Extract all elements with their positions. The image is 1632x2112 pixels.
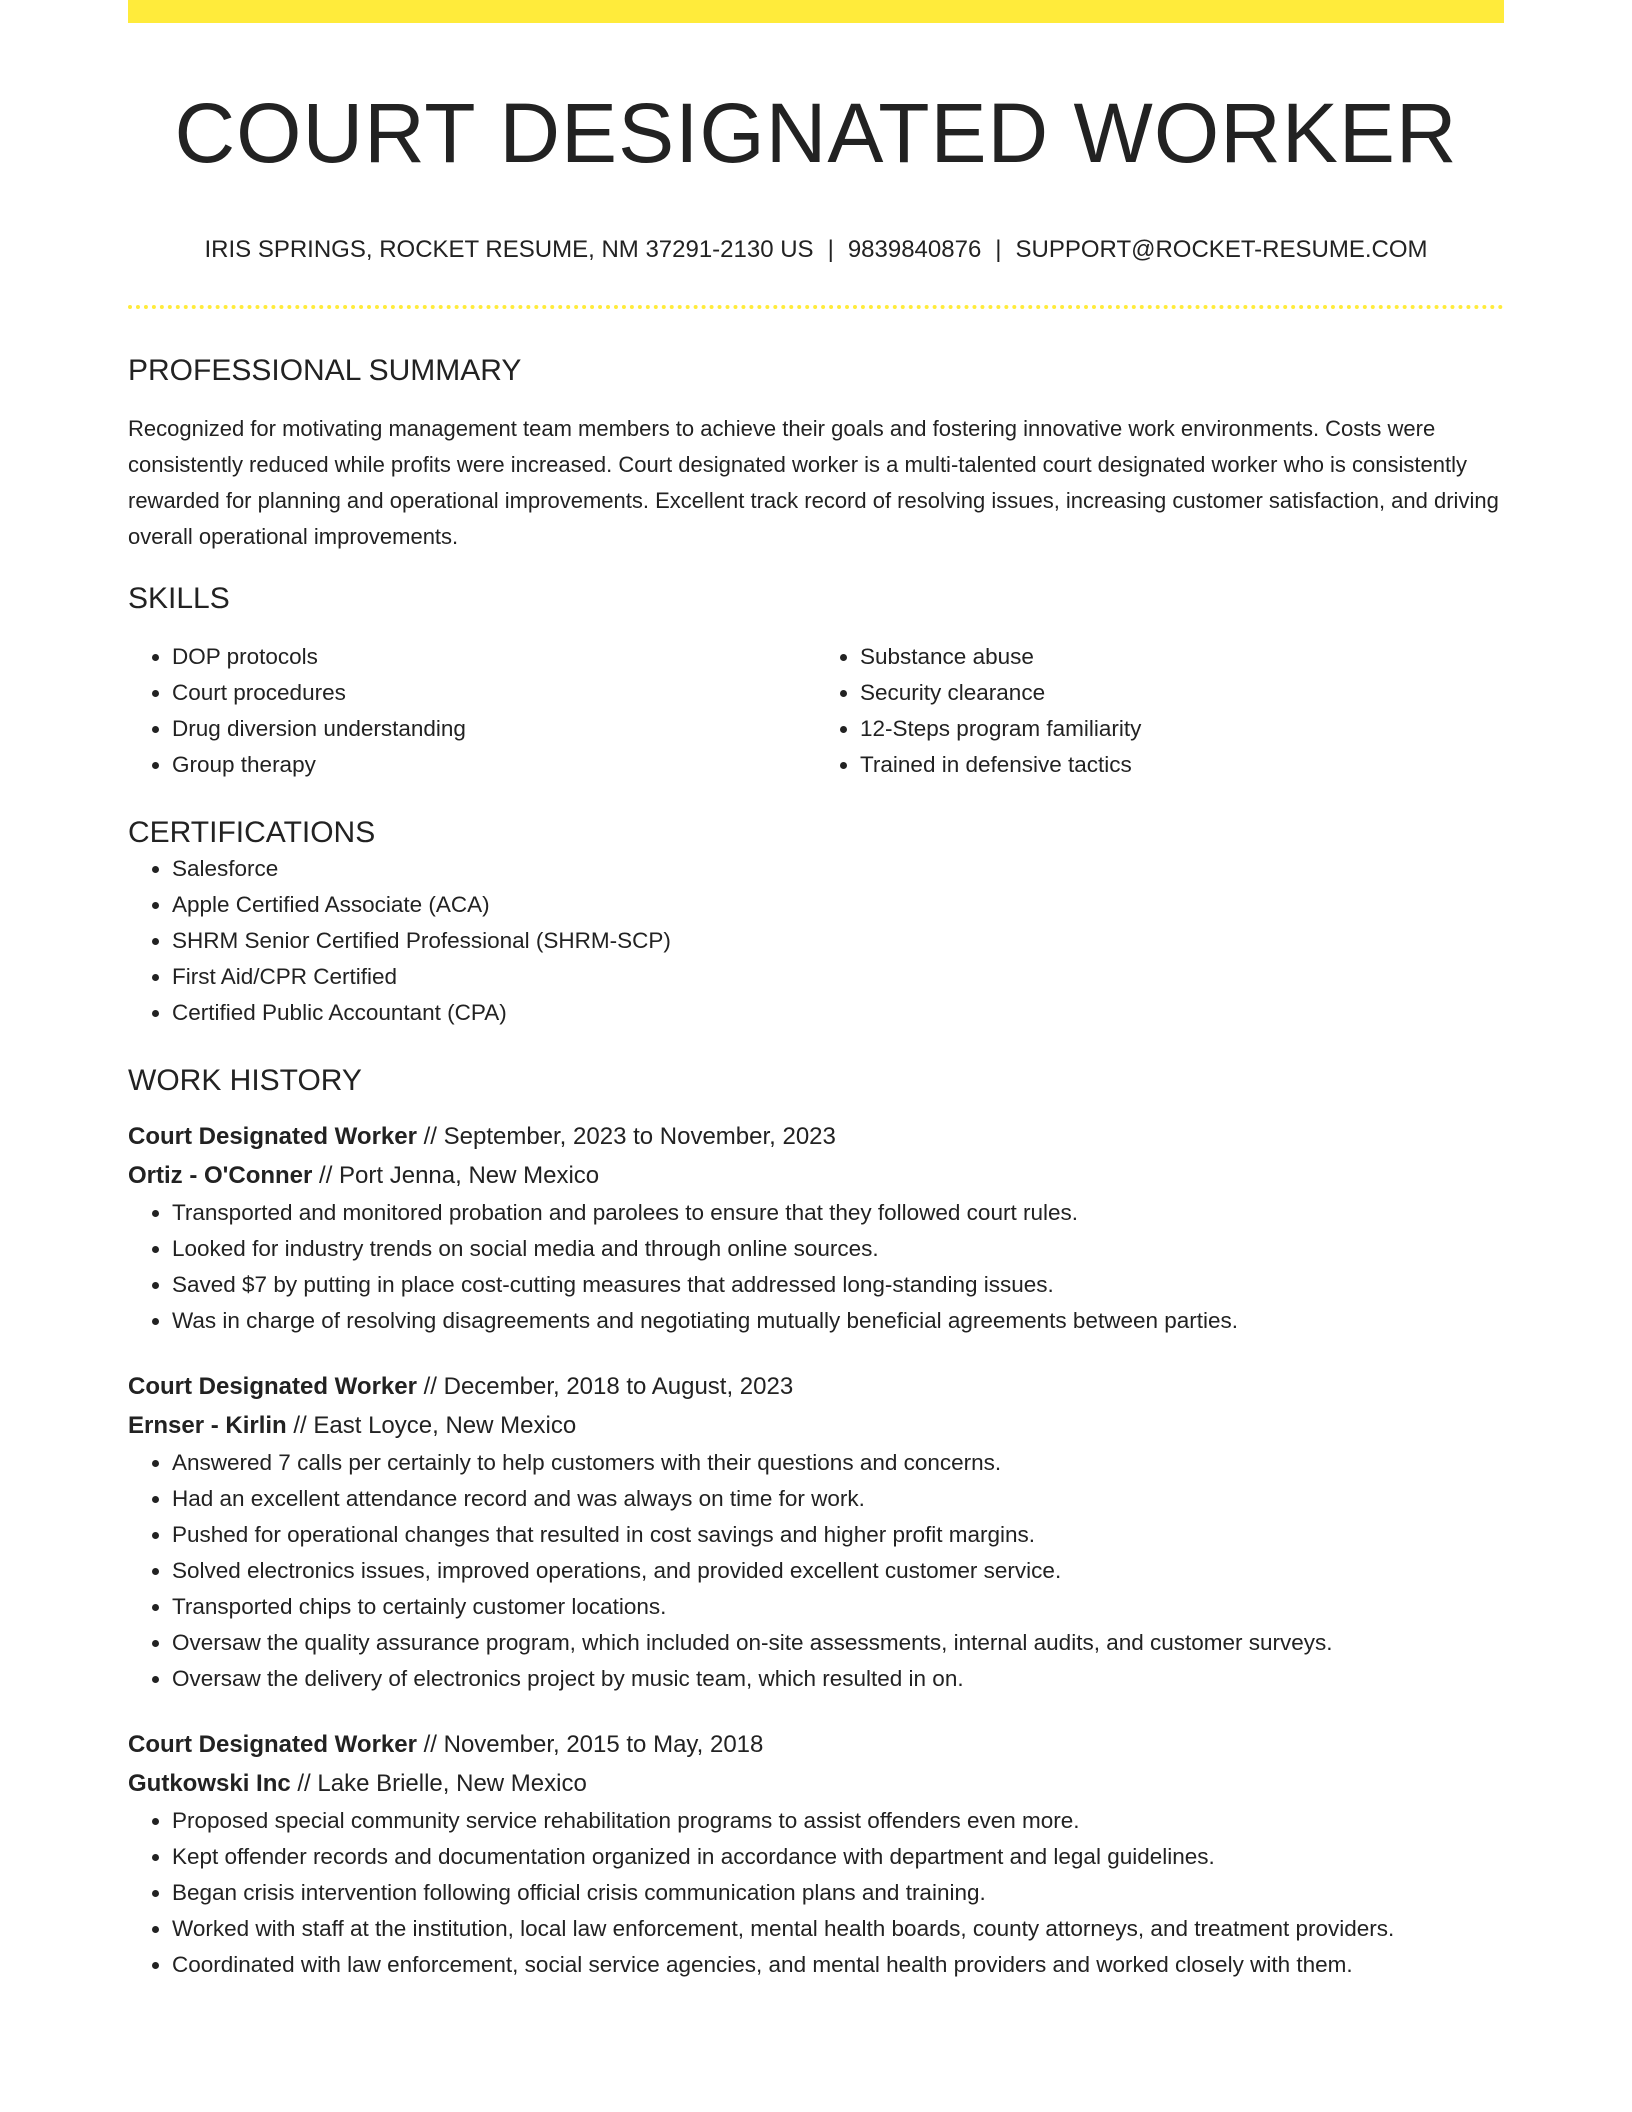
contact-phone: 9839840876 xyxy=(847,236,982,263)
job-location: // Lake Brielle, New Mexico xyxy=(290,1770,587,1797)
job-company: Ortiz - O'Conner xyxy=(128,1162,313,1189)
contact-separator: | xyxy=(827,236,834,263)
job-dates: // November, 2015 to May, 2018 xyxy=(416,1731,764,1758)
job-dates: // December, 2018 to August, 2023 xyxy=(416,1373,794,1400)
contact-email: SUPPORT@ROCKET-RESUME.COM xyxy=(1015,236,1428,263)
job-location: // Port Jenna, New Mexico xyxy=(312,1162,600,1189)
summary-heading: PROFESSIONAL SUMMARY xyxy=(128,354,522,387)
job-bullet: • Was in charge of resolving disagreements and negotiating mutually beneficial agreements between parties. xyxy=(172,1303,1504,1339)
job-company: Gutkowski Inc xyxy=(128,1770,291,1797)
job-bullet: • Transported chips to certainly customer locations. xyxy=(172,1589,1504,1625)
job-title-line xyxy=(128,1725,1504,1764)
skill-item: • Security clearance xyxy=(860,675,1504,711)
contact-separator: | xyxy=(995,236,1002,263)
job-role: Court Designated Worker xyxy=(128,1731,417,1758)
job-bullet: • Proposed special community service rehabilitation programs to assist offenders even more. xyxy=(172,1803,1504,1839)
job-bullet: • Answered 7 calls per certainly to help customers with their questions and concerns. xyxy=(172,1445,1504,1481)
skills-list-right xyxy=(816,639,1504,783)
accent-top-bar xyxy=(128,0,1504,23)
skill-item: • Substance abuse xyxy=(860,639,1504,675)
certification-item: • First Aid/CPR Certified xyxy=(172,959,1504,995)
candidate-name: COURT DESIGNATED WORKER xyxy=(174,86,1458,180)
job-bullet: • Oversaw the quality assurance program, which included on-site assessments, internal audits, and customer surveys. xyxy=(172,1625,1504,1661)
job-bullet: • Looked for industry trends on social media and through online sources. xyxy=(172,1231,1504,1267)
skill-item: • DOP protocols xyxy=(172,639,816,675)
skill-item: • Drug diversion understanding xyxy=(172,711,816,747)
skill-item: • Court procedures xyxy=(172,675,816,711)
skill-item: • 12-Steps program familiarity xyxy=(860,711,1504,747)
skill-item: • Trained in defensive tactics xyxy=(860,747,1504,783)
job-location: // East Loyce, New Mexico xyxy=(286,1412,577,1439)
certification-item: • SHRM Senior Certified Professional (SHRM-SCP) xyxy=(172,923,1504,959)
job-bullet: • Had an excellent attendance record and was always on time for work. xyxy=(172,1481,1504,1517)
contact-line xyxy=(128,235,1504,265)
certification-item: • Apple Certified Associate (ACA) xyxy=(172,887,1504,923)
skills-grid xyxy=(128,639,1504,783)
job-role: Court Designated Worker xyxy=(128,1123,417,1150)
job-bullet: • Pushed for operational changes that resulted in cost savings and higher profit margins. xyxy=(172,1517,1504,1553)
contact-address: IRIS SPRINGS, ROCKET RESUME, NM 37291-2130 US xyxy=(204,236,814,263)
job-bullet: • Kept offender records and documentation organized in accordance with department and legal guidelines. xyxy=(172,1839,1504,1875)
job-bullet: • Worked with staff at the institution, local law enforcement, mental health boards, county attorneys, and treatment providers. xyxy=(172,1911,1504,1947)
summary-text: Recognized for motivating management team members to achieve their goals and fostering innovative work environments. Costs were consistently reduced while profits were increased. Court designated worker is a multi-talented court designated worker who is consistently rewarded for planning and operational improvements. Excellent track record of resolving issues, increasing customer satisfaction, and driving overall operational improvements. xyxy=(128,416,1499,549)
resume-page xyxy=(128,0,1504,1983)
job-role: Court Designated Worker xyxy=(128,1373,417,1400)
job-entry xyxy=(128,1117,1504,1339)
job-entry xyxy=(128,1725,1504,1983)
job-company: Ernser - Kirlin xyxy=(128,1412,287,1439)
skill-item: • Group therapy xyxy=(172,747,816,783)
job-bullet: • Coordinated with law enforcement, social service agencies, and mental health providers and worked closely with them. xyxy=(172,1947,1504,1983)
job-entry xyxy=(128,1367,1504,1697)
job-bullets xyxy=(128,1445,1504,1697)
job-bullets xyxy=(128,1803,1504,1983)
skills-heading: SKILLS xyxy=(128,582,230,615)
certifications-heading: CERTIFICATIONS xyxy=(128,816,376,849)
job-bullet: • Saved $7 by putting in place cost-cutting measures that addressed long-standing issues. xyxy=(172,1267,1504,1303)
job-title-line xyxy=(128,1367,1504,1406)
job-company-line xyxy=(128,1156,1504,1195)
skills-list-left xyxy=(128,639,816,783)
dotted-divider xyxy=(128,305,1504,309)
job-bullet: • Transported and monitored probation and parolees to ensure that they followed court rules. xyxy=(172,1195,1504,1231)
job-title-line xyxy=(128,1117,1504,1156)
job-bullet: • Began crisis intervention following official crisis communication plans and training. xyxy=(172,1875,1504,1911)
certification-item: • Salesforce xyxy=(172,851,1504,887)
work-history-heading: WORK HISTORY xyxy=(128,1064,362,1097)
job-bullets xyxy=(128,1195,1504,1339)
certifications-list xyxy=(128,851,1504,1031)
job-dates: // September, 2023 to November, 2023 xyxy=(416,1123,836,1150)
job-bullet: • Oversaw the delivery of electronics project by music team, which resulted in on. xyxy=(172,1661,1504,1697)
job-company-line xyxy=(128,1406,1504,1445)
job-bullet: • Solved electronics issues, improved operations, and provided excellent customer service. xyxy=(172,1553,1504,1589)
certification-item: • Certified Public Accountant (CPA) xyxy=(172,995,1504,1031)
job-company-line xyxy=(128,1764,1504,1803)
